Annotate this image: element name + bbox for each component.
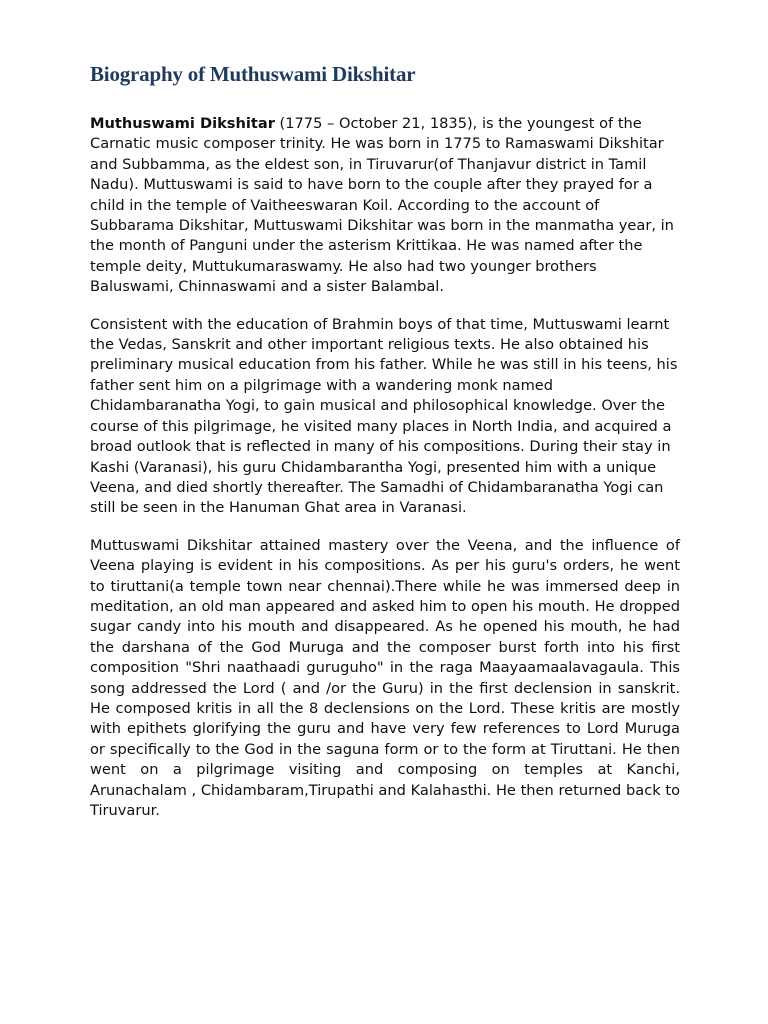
subject-name: Muthuswami Dikshitar [90, 115, 275, 132]
paragraph-education: Consistent with the education of Brahmin boys of that time, Muttuswami learnt the Vedas, Sanskrit and other important religious texts. He also obtained his preliminary musical education from his father. While he was still in his teens, his father sent him on a pilgrimage with a wandering monk named Chidambaranatha Yogi, to gain musical and philosophical knowledge. Over the course of this pilgrimage, he visited many places in North India, and acquired a broad outlook that is reflected in many of his compositions. During their stay in Kashi (Varanasi), his guru Chidambarantha Yogi, presented him with a unique Veena, and died shortly thereafter. The Samadhi of Chidambaranatha Yogi can still be seen in the Hanuman Ghat area in Varanasi. [90, 315, 678, 517]
document-title: Biography of Muthuswami Dikshitar [90, 62, 416, 86]
document-page [90, 62, 680, 838]
paragraph-veena: Muttuswami Dikshitar attained mastery over the Veena, and the influence of Veena playing is evident in his compositions. As per his guru's orders, he went to tiruttani(a temple town near chennai).There while he was immersed deep in meditation, an old man appeared and asked him to open his mouth. He dropped sugar candy into his mouth and disappeared. As he opened his mouth, he had the darshana of the God Muruga and the composer burst forth into his first composition "Shri naathaadi guruguho" in the raga Maayaamaalavagaula. This song addressed the Lord ( and /or the Guru) in the first declension in sanskrit. He composed kritis in all the 8 declensions on the Lord. These kritis are mostly with epithets glorifying the guru and have very few references to Lord Muruga or specifically to the God in the saguna form or to the form at Tiruttani. He then went on a pilgrimage visiting and composing on temples at Kanchi, Arunachalam , Chidambaram,Tirupathi and Kalahasthi. He then returned back to Tiruvarur. [90, 536, 680, 819]
paragraph-intro-text: (1775 – October 21, 1835), is the youngest of the Carnatic music composer trinity. He was born in 1775 to Ramaswami Dikshitar and Subbamma, as the eldest son, in Tiruvarur(of Thanjavur district in Tamil Nadu). Muttuswami is said to have born to the couple after they prayed for a child in the temple of Vaitheeswaran Koil. According to the account of Subbarama Dikshitar, Muttuswami Dikshitar was born in the manmatha year, in the month of Panguni under the asterism Krittikaa. He was named after the temple deity, Muttukumaraswamy. He also had two younger brothers Baluswami, Chinnaswami and a sister Balambal. [90, 115, 674, 296]
paragraph-intro [90, 114, 680, 298]
